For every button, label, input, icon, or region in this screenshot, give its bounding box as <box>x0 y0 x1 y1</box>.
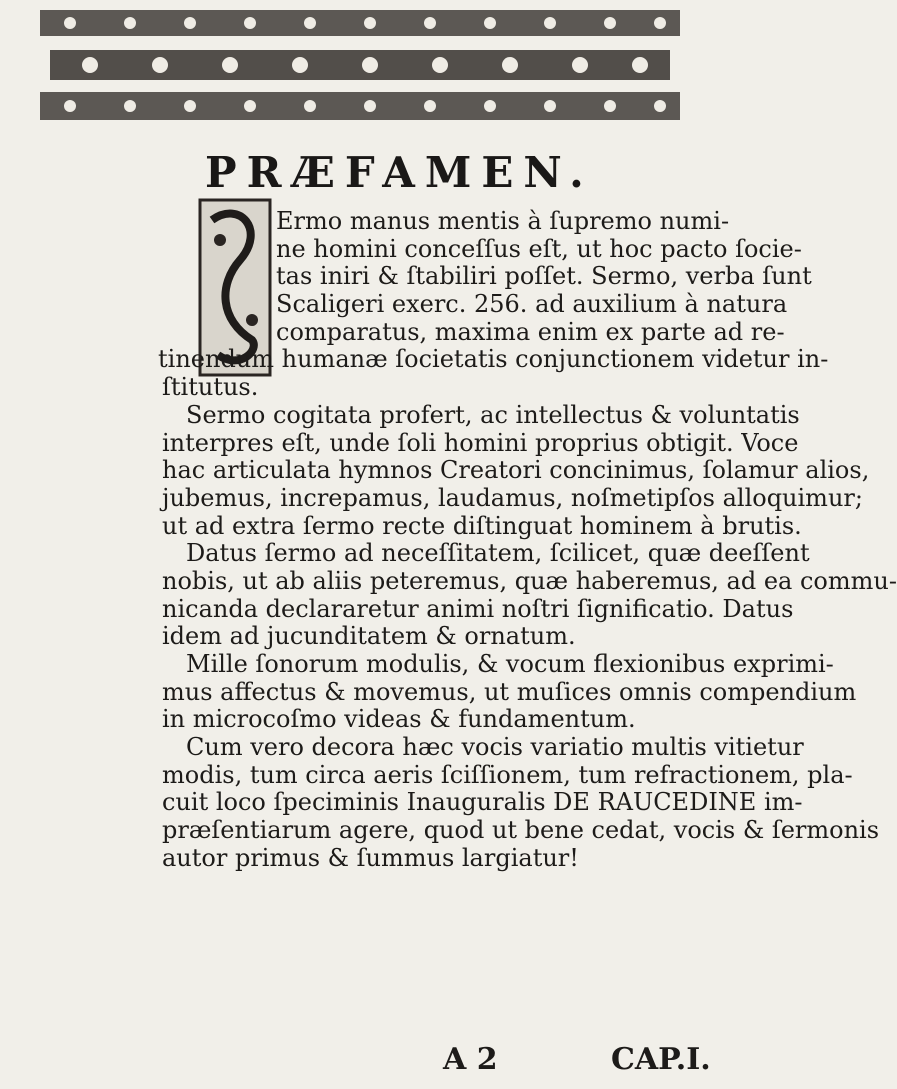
text-line: in microcoſmo videas & fundamentum. <box>162 705 636 734</box>
text-line: ut ad extra ſermo recte diſtinguat hominem à brutis. <box>162 511 802 540</box>
text-line: jubemus, increpamus, laudamus, noſmetipſos alloquimur; <box>162 483 863 512</box>
text-line: Sermo cogitata profert, ac intellectus & voluntatis <box>186 400 800 429</box>
text-line: ne homini conceſſus eſt, ut hoc pacto ſocie- <box>276 234 802 263</box>
text-line: idem ad jucunditatem & ornatum. <box>162 622 576 651</box>
body-text <box>158 207 897 873</box>
text-line: modis, tum circa aeris ſciſſionem, tum refractionem, pla- <box>162 760 853 789</box>
text-line: Mille ſonorum modulis, & vocum flexionibus exprimi- <box>186 650 834 678</box>
text-line: Ermo manus mentis à ſupremo numi- <box>276 207 730 235</box>
signature-mark: A 2 <box>443 1042 498 1077</box>
text-line: autor primus & ſummus largiatur! <box>162 843 579 872</box>
text-line: tas iniri & ſtabiliri poſſet. Sermo, verba ſunt <box>276 262 812 291</box>
text-line: Datus ſermo ad neceſſitatem, ſcilicet, quæ deeſſent <box>186 539 810 568</box>
catchword: CAP.I. <box>611 1042 711 1077</box>
text-line: tinendum humanæ ſocietatis conjunctionem videtur in- <box>158 345 829 374</box>
text-line: cuit loco ſpeciminis Inauguralis DE RAUCEDINE im- <box>162 788 803 817</box>
text-line: comparatus, maxima enim ex parte ad re- <box>276 317 785 346</box>
text-line: nicanda declararetur animi noſtri ſignificatio. Datus <box>162 594 794 623</box>
text-line: mus affectus & movemus, ut muſices omnis compendium <box>162 677 857 706</box>
text-line: Scaligeri exerc. 256. ad auxilium à natura <box>276 290 788 319</box>
page-footer <box>0 1042 800 1082</box>
headpiece-ornament <box>30 8 690 128</box>
text-line: nobis, ut ab aliis peteremus, quæ haberemus, ad ea commu- <box>162 566 897 595</box>
text-line: interpres eſt, unde ſoli homini proprius obtigit. Voce <box>162 428 799 457</box>
text-line: Cum vero decora hæc vocis variatio multis vitietur <box>186 733 804 762</box>
page-title: PRÆFAMEN. <box>205 148 594 197</box>
text-line: præſentiarum agere, quod ut bene cedat, vocis & ſermonis <box>162 816 880 845</box>
text-line: ſtitutus. <box>162 373 259 402</box>
text-line: hac articulata hymnos Creatori concinimus, ſolamur alios, <box>162 456 870 485</box>
